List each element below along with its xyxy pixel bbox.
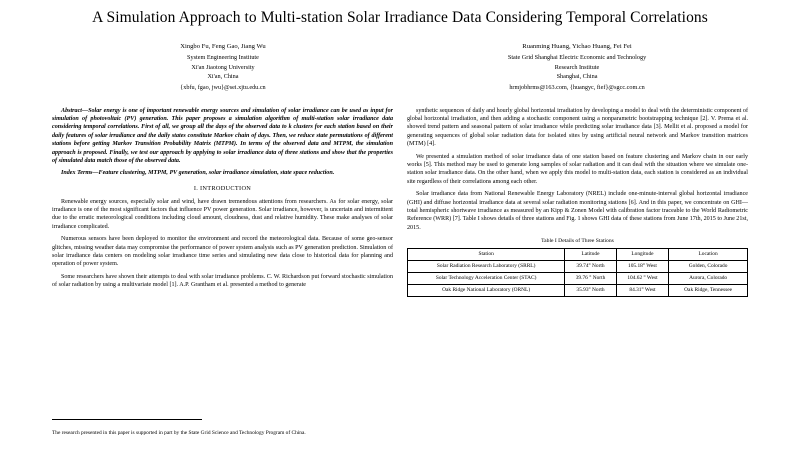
affiliation-line: Xi'an Jiaotong University: [191, 63, 255, 71]
table-cell: Solar Technology Acceleration Center (STAC): [408, 273, 565, 285]
table-cell: Aurora, Colorado: [669, 273, 748, 285]
page-title: A Simulation Approach to Multi-station Solar Irradiance Data Considering Temporal Correlations: [92, 9, 708, 26]
affiliation-line: Research Institute: [554, 63, 600, 71]
author-group-left: [66, 42, 380, 93]
author-group-right: [420, 42, 734, 93]
table-cell: 39.76 ° North: [565, 273, 616, 285]
body-columns: [52, 107, 748, 297]
affiliation-line: System Engineering Institute: [187, 54, 259, 62]
author-names-right: Ruanming Huang, Yichao Huang, Fei Fei: [522, 42, 632, 50]
table-cell: Golden, Colorado: [669, 261, 748, 273]
author-affiliation-left: [66, 53, 380, 82]
body-paragraph: Solar irradiance data from National Renewable Energy Laboratory (NREL) include one-minute-interval global horizontal irradiance (GHI) and diffuse horizontal irradiance data at several solar radiation monitoring stations [6]. And in this paper, we concentrate on GHI—total hemispheric shortwave irradiance as measured by an Kipp & Zonen Model with calibration factor traceable to the World Radiometric Reference (WRR) [7]. Table I shows details of three stations and Fig. 1 shows GHI data of these stations from June 17th, 2015 to June 21st, 2015.: [407, 191, 748, 231]
table-cell: 84.31° West: [616, 285, 668, 297]
body-paragraph: Renewable energy sources, especially solar and wind, have drawn tremendous attentions from researchers. As for solar energy, solar irradiance is one of the most significant factors that influence PV power generation. Solar irradiance, however, is uncertain and intermittent due to the erratic meteorological conditions including cloud amount, cloudness, dust and relative humidity. These make analyses of solar irradiance complicated.: [52, 198, 393, 230]
affiliation-line: Shanghai, China: [556, 73, 598, 81]
body-paragraph: Numerous sensors have been deployed to monitor the environment and record the meteorological data. Because of some geo-sensor glitches, missing weather data may compromise the performance of power system analysis such as PV generation prediction. Simulation of solar irradiance data centers on modeling solar irradiance time series and simulating new data close to historical data for planning and operation of power system.: [52, 236, 393, 268]
affiliation-line: Xi'an, China: [207, 73, 239, 81]
abstract-text: Solar energy is one of important renewable energy sources and simulation of solar irradiance can be used as input for simulation of photovoltaic (PV) generation. This paper proposes a simulation algorithm of multi-station solar irradiance data considering temporal correlations. First of all, we group all the days of the observed data to k clusters for each station based on their daily features of solar irradiance and the daily states constitute Markov chain of days. Then, we reduce state permutations of different stations before getting Markov Transition Probability Matrix (MTPM). In terms of the observed data and MTPM, the simulation approach is proposed. Finally, we test our approach by applying to solar irradiance data of three stations and show that the properties of simulated data match those of the observed data.: [52, 107, 393, 165]
index-terms-label: Index Terms—: [61, 170, 99, 177]
table-caption: Table I Details of Three Stations: [541, 238, 614, 245]
left-column: [52, 107, 393, 297]
section-heading-introduction: I. INTRODUCTION: [193, 184, 252, 192]
footnote-divider: [52, 419, 202, 420]
table-header-cell: Latitude: [565, 248, 616, 260]
author-affiliation-right: [420, 53, 734, 82]
table-cell: 105.18° West: [616, 261, 668, 273]
table-header-cell: Location: [669, 248, 748, 260]
table-row: [408, 261, 748, 273]
table-cell: Oak Ridge, Tennessee: [669, 285, 748, 297]
stations-table: [407, 248, 748, 297]
table-header-row: [408, 248, 748, 260]
table-row: [408, 273, 748, 285]
abstract-paragraph: [52, 107, 393, 166]
table-cell: 39.74° North: [565, 261, 616, 273]
table-cell: Oak Ridge National Laboratory (ORNL): [408, 285, 565, 297]
index-terms-paragraph: [52, 169, 393, 177]
author-email-right: hrmjobhrms@163.com, {huangyc, fief}@sgcc.com.cn: [509, 83, 645, 91]
body-paragraph: We presented a simulation method of solar irradiance data of one station based on feature clustering and Markov chain in our early works [5]. This method may be used to generate long samples of solar radiation and it can deal with the situation where we simulate one-station solar irradiance data. On the other hand, when we apply this model to multi-station data, each station is considered as an individual site regardless of their correlations among each other.: [407, 153, 748, 185]
index-terms-text: Feature clustering, MTPM, PV generation, solar irradiance simulation, state space reduction.: [98, 170, 335, 177]
body-paragraph: synthetic sequences of daily and hourly global horizontal irradiation by developing a model to deal with the deterministic component of global horizontal irradiation, and then adding a stochastic component using a nonparametric bootstrapping technique [2]. V. Prema et al. showed trend pattern and seasonal pattern of solar irradiance while predicting solar irradiance data [3]. Mellit et al. proposed a model for generating sequences of global solar radiation data for isolated sites by using artificial neural network and Markov transition matrices (MTM) [4].: [407, 107, 748, 148]
table-cell: 104.62 ° West: [616, 273, 668, 285]
table-header-cell: Longitude: [616, 248, 668, 260]
affiliation-line: State Grid Shanghai Electric Economic and Technology: [507, 54, 647, 62]
table-cell: Solar Radiation Research Laboratory (SRRL): [408, 261, 565, 273]
footnote-text: The research presented in this paper is supported in part by the State Grid Science and Technology Program of China.: [52, 430, 306, 437]
table-header-cell: Station: [408, 248, 565, 260]
table-cell: 35.93° North: [565, 285, 616, 297]
abstract-label: Abstract—: [61, 107, 89, 114]
author-email-left: {xbfu, fgao, jwu}@sei.xjtu.edu.cn: [180, 83, 266, 91]
table-row: [408, 285, 748, 297]
authors-block: [52, 42, 748, 93]
author-names-left: Xingbo Fu, Feng Gao, Jiang Wu: [180, 42, 266, 50]
body-paragraph: Some researchers have shown their attempts to deal with solar irradiance problems. C. W. Richardson put forward stochastic simulation of solar radiation by using a multivariate model [1]. A.P. Grantham et al. presented a method to generate: [52, 273, 393, 289]
right-column: [407, 107, 748, 297]
